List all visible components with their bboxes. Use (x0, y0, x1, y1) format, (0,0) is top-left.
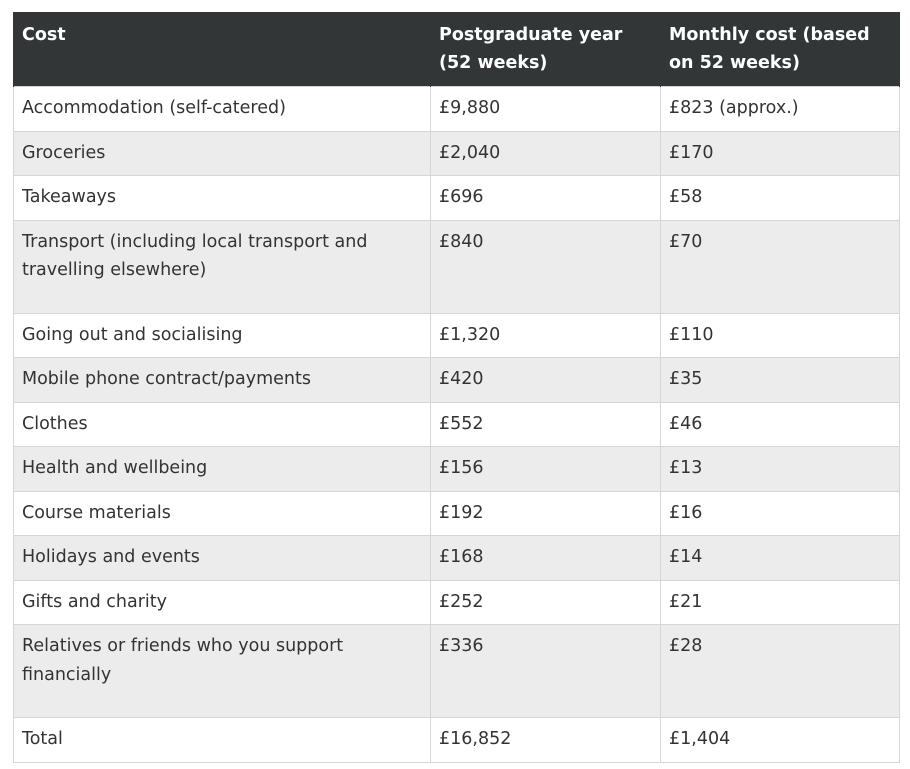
cell-monthly: £35 (661, 358, 900, 403)
cell-yearly: £156 (431, 447, 661, 492)
cell-yearly: £696 (431, 176, 661, 221)
cell-monthly: £13 (661, 447, 900, 492)
cell-yearly: £192 (431, 491, 661, 536)
header-monthly-cost: Monthly cost (based on 52 weeks) (661, 12, 900, 87)
cost-table-container (13, 12, 899, 763)
cell-cost: Going out and socialising (14, 313, 431, 358)
living-costs-table (13, 12, 900, 763)
cell-yearly: £252 (431, 580, 661, 625)
cell-monthly: £46 (661, 402, 900, 447)
table-row (14, 447, 900, 492)
cell-yearly: £9,880 (431, 87, 661, 132)
header-cost: Cost (14, 12, 431, 87)
table-row (14, 131, 900, 176)
cell-cost: Course materials (14, 491, 431, 536)
cell-yearly: £168 (431, 536, 661, 581)
table-row (14, 358, 900, 403)
table-row (14, 313, 900, 358)
cell-yearly: £336 (431, 625, 661, 718)
cell-cost: Holidays and events (14, 536, 431, 581)
cell-yearly: £420 (431, 358, 661, 403)
cell-yearly: £1,320 (431, 313, 661, 358)
cell-cost: Relatives or friends who you support financially (14, 625, 431, 718)
table-row (14, 176, 900, 221)
table-row (14, 536, 900, 581)
cell-yearly: £552 (431, 402, 661, 447)
cell-monthly: £170 (661, 131, 900, 176)
table-row (14, 87, 900, 132)
cell-cost: Mobile phone contract/payments (14, 358, 431, 403)
cell-monthly: £823 (approx.) (661, 87, 900, 132)
cell-monthly: £14 (661, 536, 900, 581)
cell-cost: Transport (including local transport and travelling elsewhere) (14, 220, 431, 313)
table-row (14, 491, 900, 536)
cell-cost: Accommodation (self-catered) (14, 87, 431, 132)
cell-cost: Takeaways (14, 176, 431, 221)
table-row (14, 625, 900, 718)
cell-monthly: £70 (661, 220, 900, 313)
cell-yearly: £2,040 (431, 131, 661, 176)
cell-total-label: Total (14, 718, 431, 763)
cell-monthly: £58 (661, 176, 900, 221)
table-body (14, 87, 900, 763)
table-header (14, 12, 900, 87)
header-postgraduate-year: Postgraduate year (52 weeks) (431, 12, 661, 87)
cell-monthly: £16 (661, 491, 900, 536)
cell-cost: Gifts and charity (14, 580, 431, 625)
cell-cost: Clothes (14, 402, 431, 447)
cell-cost: Health and wellbeing (14, 447, 431, 492)
cell-total-yearly: £16,852 (431, 718, 661, 763)
header-row (14, 12, 900, 87)
cell-monthly: £28 (661, 625, 900, 718)
cell-total-monthly: £1,404 (661, 718, 900, 763)
cell-cost: Groceries (14, 131, 431, 176)
cell-monthly: £21 (661, 580, 900, 625)
table-row (14, 402, 900, 447)
total-row (14, 718, 900, 763)
cell-monthly: £110 (661, 313, 900, 358)
table-row (14, 220, 900, 313)
table-row (14, 580, 900, 625)
cell-yearly: £840 (431, 220, 661, 313)
